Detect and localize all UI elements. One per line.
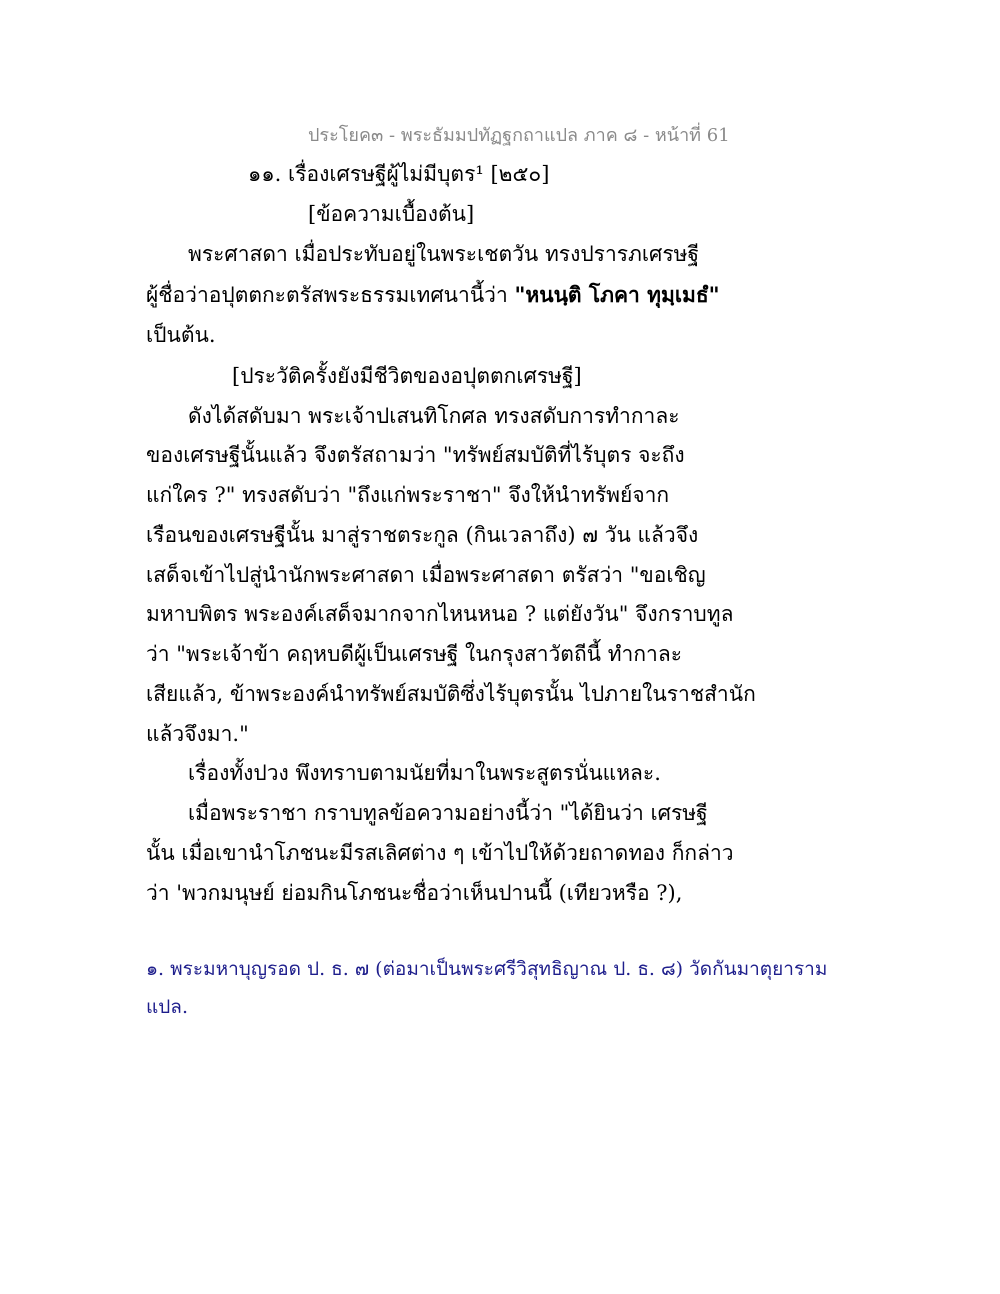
footnote-line: แปล.	[146, 996, 188, 1018]
paragraph-line: แล้วจึงมา."	[146, 722, 249, 746]
paragraph-line: นั้น เมื่อเขานำโภชนะมีรสเลิศต่าง ๆ เข้าไปให้ด้วยถาดทอง ก็กล่าว	[146, 841, 734, 865]
paragraph-line: แก่ใคร ?" ทรงสดับว่า "ถึงแก่พระราชา" จึงให้นำทรัพย์จาก	[146, 483, 670, 507]
paragraph-line: เมื่อพระราชา กราบทูลข้อความอย่างนี้ว่า "ได้ยินว่า เศรษฐี	[188, 801, 708, 825]
paragraph-line: เรือนของเศรษฐีนั้น มาสู่ราชตระกูล (กินเวลาถึง) ๗ วัน แล้วจึง	[146, 523, 699, 547]
paragraph-line: เสียแล้ว, ข้าพระองค์นำทรัพย์สมบัติซึ่งไร้บุตรนั้น ไปภายในราชสำนัก	[146, 682, 756, 706]
paragraph-line: ว่า 'พวกมนุษย์ ย่อมกินโภชนะชื่อว่าเห็นปานนี้ (เทียวหรือ ?),	[146, 881, 683, 905]
paragraph-line: ดังได้สดับมา พระเจ้าปเสนทิโกศล ทรงสดับการทำกาละ	[188, 404, 680, 428]
paragraph-line: มหาบพิตร พระองค์เสด็จมากจากไหนหนอ ? แต่ยังวัน" จึงกราบทูล	[146, 602, 734, 626]
pali-quote: "หนนฺติ โภคา ทุมฺเมธํ"	[514, 282, 720, 307]
paragraph-line: เป็นต้น.	[146, 323, 216, 347]
story-title: ๑๑. เรื่องเศรษฐีผู้ไม่มีบุตร¹ [๒๕๐]	[248, 162, 550, 186]
paragraph-line: เสด็จเข้าไปสู่นำนักพระศาสดา เมื่อพระศาสดา ตรัสว่า "ขอเชิญ	[146, 563, 706, 587]
section-subtitle: [ข้อความเบื้องต้น]	[308, 202, 475, 226]
paragraph-line: ว่า "พระเจ้าข้า คฤหบดีผู้เป็นเศรษฐี ในกรุงสาวัตถีนี้ ทำกาละ	[146, 642, 682, 666]
section-heading: [ประวัติครั้งยังมีชีวิตของอปุตตกเศรษฐี]	[232, 364, 582, 388]
footnote-line: ๑. พระมหาบุญรอด ป. ธ. ๗ (ต่อมาเป็นพระศรีวิสุทธิญาณ ป. ธ. ๘) วัดกันมาตุยาราม	[146, 958, 828, 980]
paragraph-line: ของเศรษฐีนั้นแล้ว จึงตรัสถามว่า "ทรัพย์สมบัติที่ไร้บุตร จะถึง	[146, 443, 685, 467]
paragraph-text: ผู้ชื่อว่าอปุตตกะตรัสพระธรรมเทศนานี้ว่า	[146, 283, 515, 307]
paragraph-line	[146, 281, 720, 309]
paragraph-line: เรื่องทั้งปวง พึงทราบตามนัยที่มาในพระสูตรนั่นแหละ.	[188, 761, 661, 785]
page-header: ประโยค๓ - พระธัมมปทัฏฐกถาแปล ภาค ๘ - หน้าที่ 61	[308, 125, 730, 146]
paragraph-line: พระศาสดา เมื่อประทับอยู่ในพระเชตวัน ทรงปรารภเศรษฐี	[188, 242, 700, 266]
